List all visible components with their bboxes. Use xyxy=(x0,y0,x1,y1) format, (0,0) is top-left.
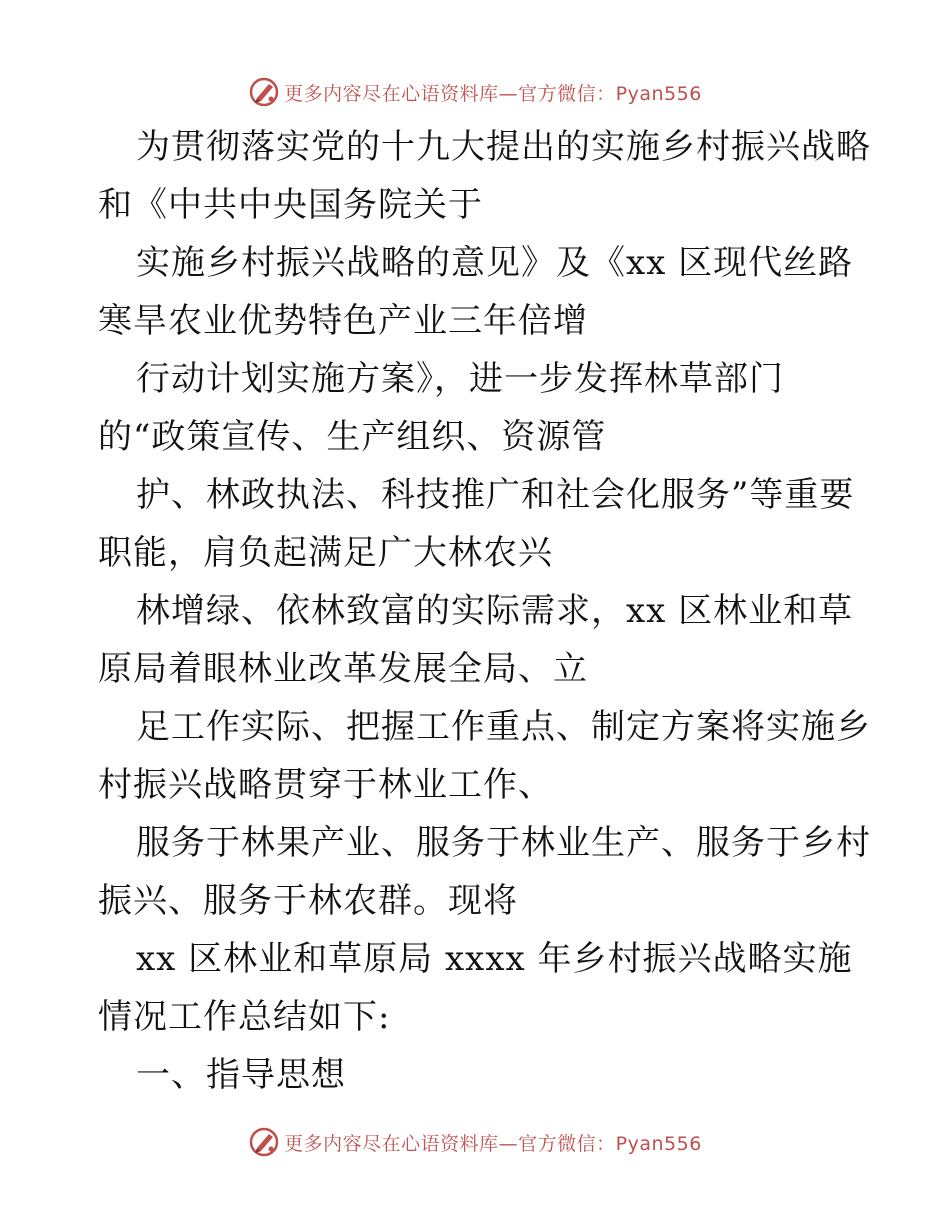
pen-logo-icon xyxy=(248,1126,280,1158)
document-body xyxy=(98,118,871,1104)
text-line: 振兴、服务于林农群。现将 xyxy=(98,881,518,921)
footer-watermark xyxy=(0,1122,950,1162)
pen-logo-icon xyxy=(248,76,280,108)
text-line: 寒旱农业优势特色产业三年倍增 xyxy=(98,301,588,341)
text-line: 为贯彻落实党的十九大提出的实施乡村振兴战略 xyxy=(136,127,871,167)
watermark-text: 更多内容尽在心语资料库—官方微信：Pyan556 xyxy=(284,82,702,105)
text-line: 服务于林果产业、服务于林业生产、服务于乡村 xyxy=(136,823,871,863)
text-line: 原局着眼林业改革发展全局、立 xyxy=(98,649,588,689)
header-watermark xyxy=(0,72,950,112)
text-line: 职能，肩负起满足广大林农兴 xyxy=(98,533,553,573)
text-line: 林增绿、依林致富的实际需求，xx 区林业和草 xyxy=(136,591,854,631)
text-line: xx 区林业和草原局 xxxx 年乡村振兴战略实施 xyxy=(136,939,853,979)
section-heading: 一、指导思想 xyxy=(136,1055,346,1095)
text-line: 足工作实际、把握工作重点、制定方案将实施乡 xyxy=(136,707,871,747)
text-line: 护、林政执法、科技推广和社会化服务”等重要 xyxy=(136,475,855,515)
text-line: 的“政策宣传、生产组织、资源管 xyxy=(98,417,607,457)
text-line: 实施乡村振兴战略的意见》及《xx 区现代丝路 xyxy=(136,243,854,283)
text-line: 情况工作总结如下: xyxy=(98,997,391,1037)
text-line: 村振兴战略贯穿于林业工作、 xyxy=(98,765,553,805)
text-line: 行动计划实施方案》，进一步发挥林草部门 xyxy=(136,359,784,399)
watermark-text: 更多内容尽在心语资料库—官方微信：Pyan556 xyxy=(284,1132,702,1155)
text-line: 和《中共中央国务院关于 xyxy=(98,185,483,225)
